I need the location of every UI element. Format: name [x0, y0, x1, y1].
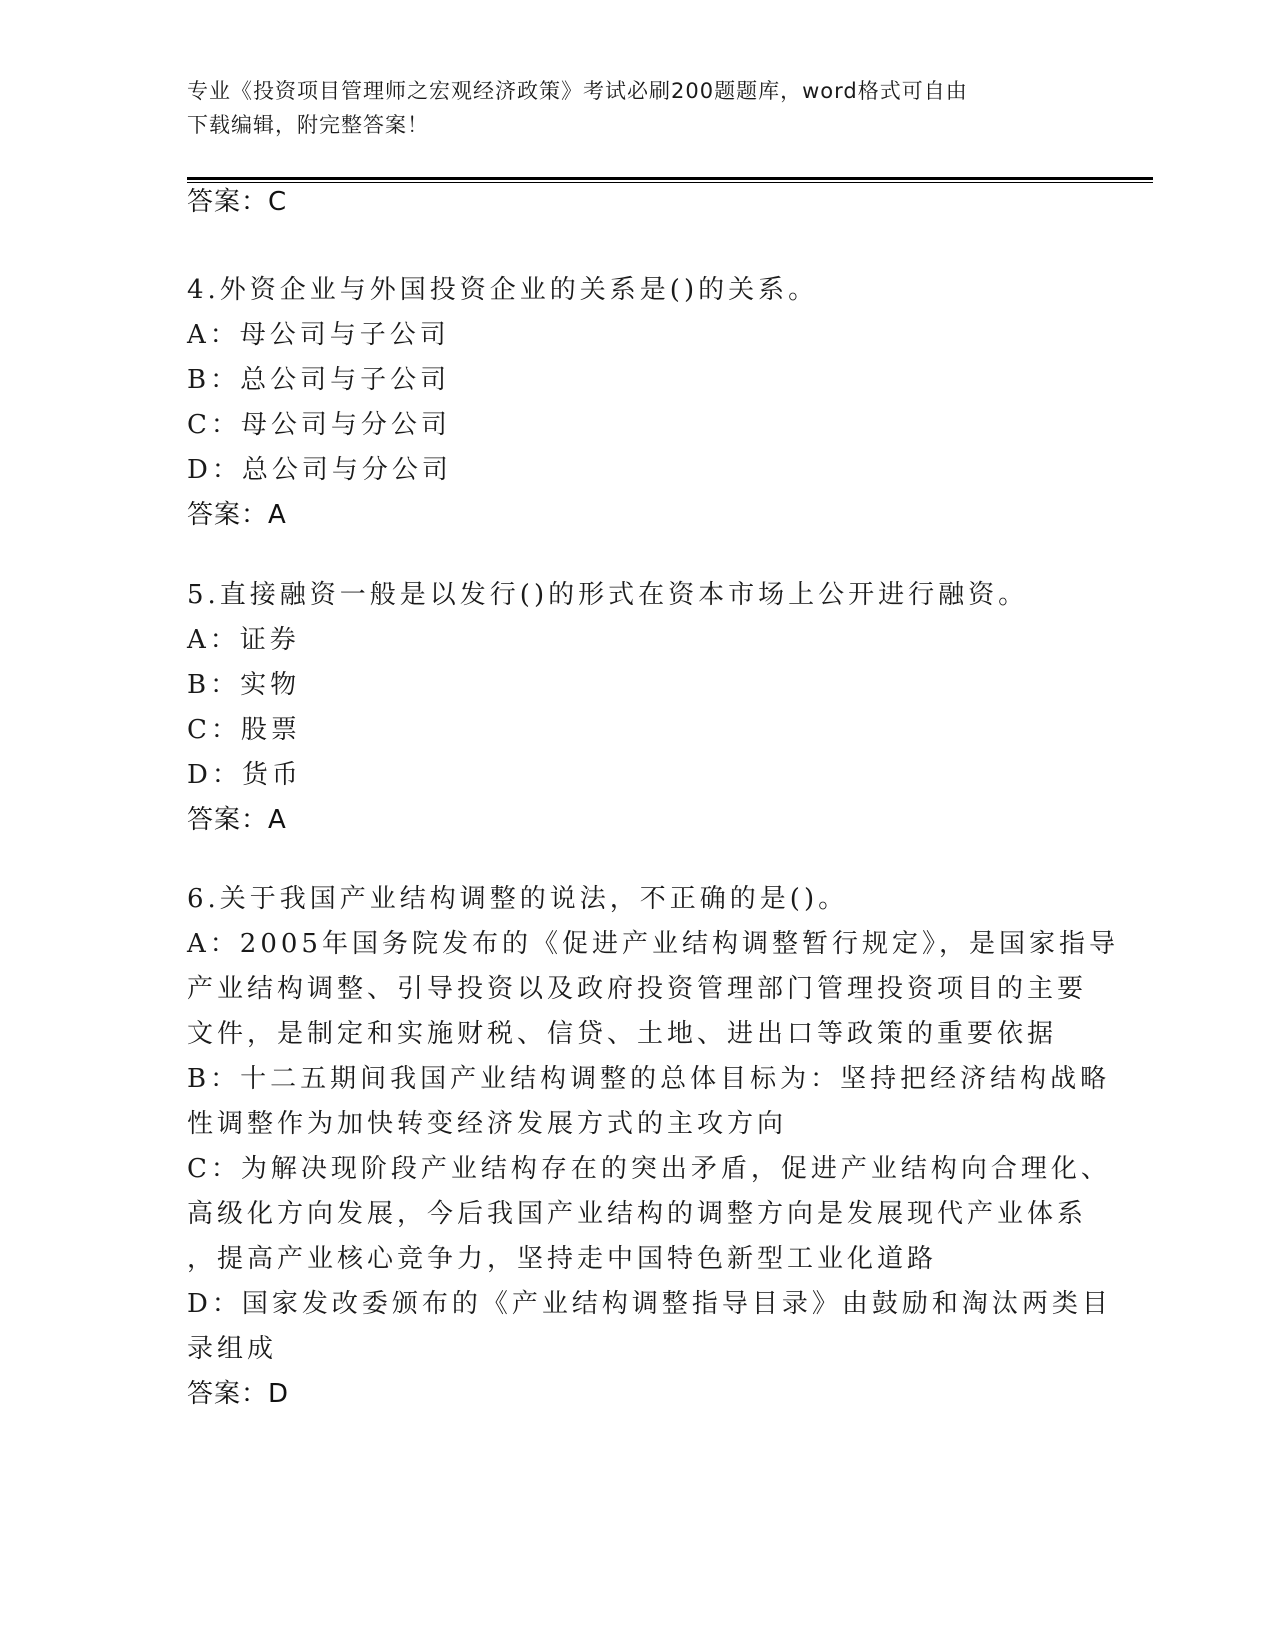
question-5 [187, 573, 1087, 843]
option-b-line-1: B：十二五期间我国产业结构调整的总体目标为：坚持把经济结构战略 [187, 1064, 1111, 1094]
header-line-1: 专业《投资项目管理师之宏观经济政策》考试必刷200题题库，word格式可自由 [187, 79, 968, 103]
header-line-2: 下载编辑，附完整答案！ [187, 113, 429, 137]
question-4 [187, 268, 1087, 538]
option-a-line-3: 文件，是制定和实施财税、信贷、土地、进出口等政策的重要依据 [187, 1019, 1058, 1049]
option-a: A：证券 [187, 625, 300, 655]
previous-answer: 答案：C [187, 187, 288, 217]
question-stem: 5.直接融资一般是以发行()的形式在资本市场上公开进行融资。 [187, 580, 1029, 610]
option-a-line-1: A：2005年国务院发布的《促进产业结构调整暂行规定》，是国家指导 [187, 929, 1119, 959]
option-b: B：总公司与子公司 [187, 365, 451, 395]
question-stem: 6.关于我国产业结构调整的说法，不正确的是()。 [187, 884, 849, 914]
option-c-line-2: 高级化方向发展，今后我国产业结构的调整方向是发展现代产业体系 [187, 1199, 1088, 1229]
option-c-line-1: C：为解决现阶段产业结构存在的突出矛盾，促进产业结构向合理化、 [187, 1154, 1111, 1184]
option-d: D：货币 [187, 760, 302, 790]
option-b: B：实物 [187, 670, 301, 700]
option-c: C：股票 [187, 715, 301, 745]
document-header [187, 74, 1067, 142]
option-c-line-3: ，提高产业核心竞争力，坚持走中国特色新型工业化道路 [187, 1244, 938, 1274]
option-d-line-2: 录组成 [187, 1334, 278, 1364]
question-stem: 4.外资企业与外国投资企业的关系是()的关系。 [187, 275, 819, 305]
option-b-line-2: 性调整作为加快转变经济发展方式的主攻方向 [187, 1109, 788, 1139]
option-c: C：母公司与分公司 [187, 410, 451, 440]
option-a-line-2: 产业结构调整、引导投资以及政府投资管理部门管理投资项目的主要 [187, 974, 1088, 1004]
option-d-line-1: D：国家发改委颁布的《产业结构调整指导目录》由鼓励和淘汰两类目 [187, 1289, 1112, 1319]
question-answer: 答案：D [187, 1379, 290, 1409]
question-answer: 答案：A [187, 500, 287, 530]
option-a: A：母公司与子公司 [187, 320, 450, 350]
option-d: D：总公司与分公司 [187, 455, 452, 485]
question-answer: 答案：A [187, 805, 287, 835]
question-6 [187, 877, 1119, 1417]
